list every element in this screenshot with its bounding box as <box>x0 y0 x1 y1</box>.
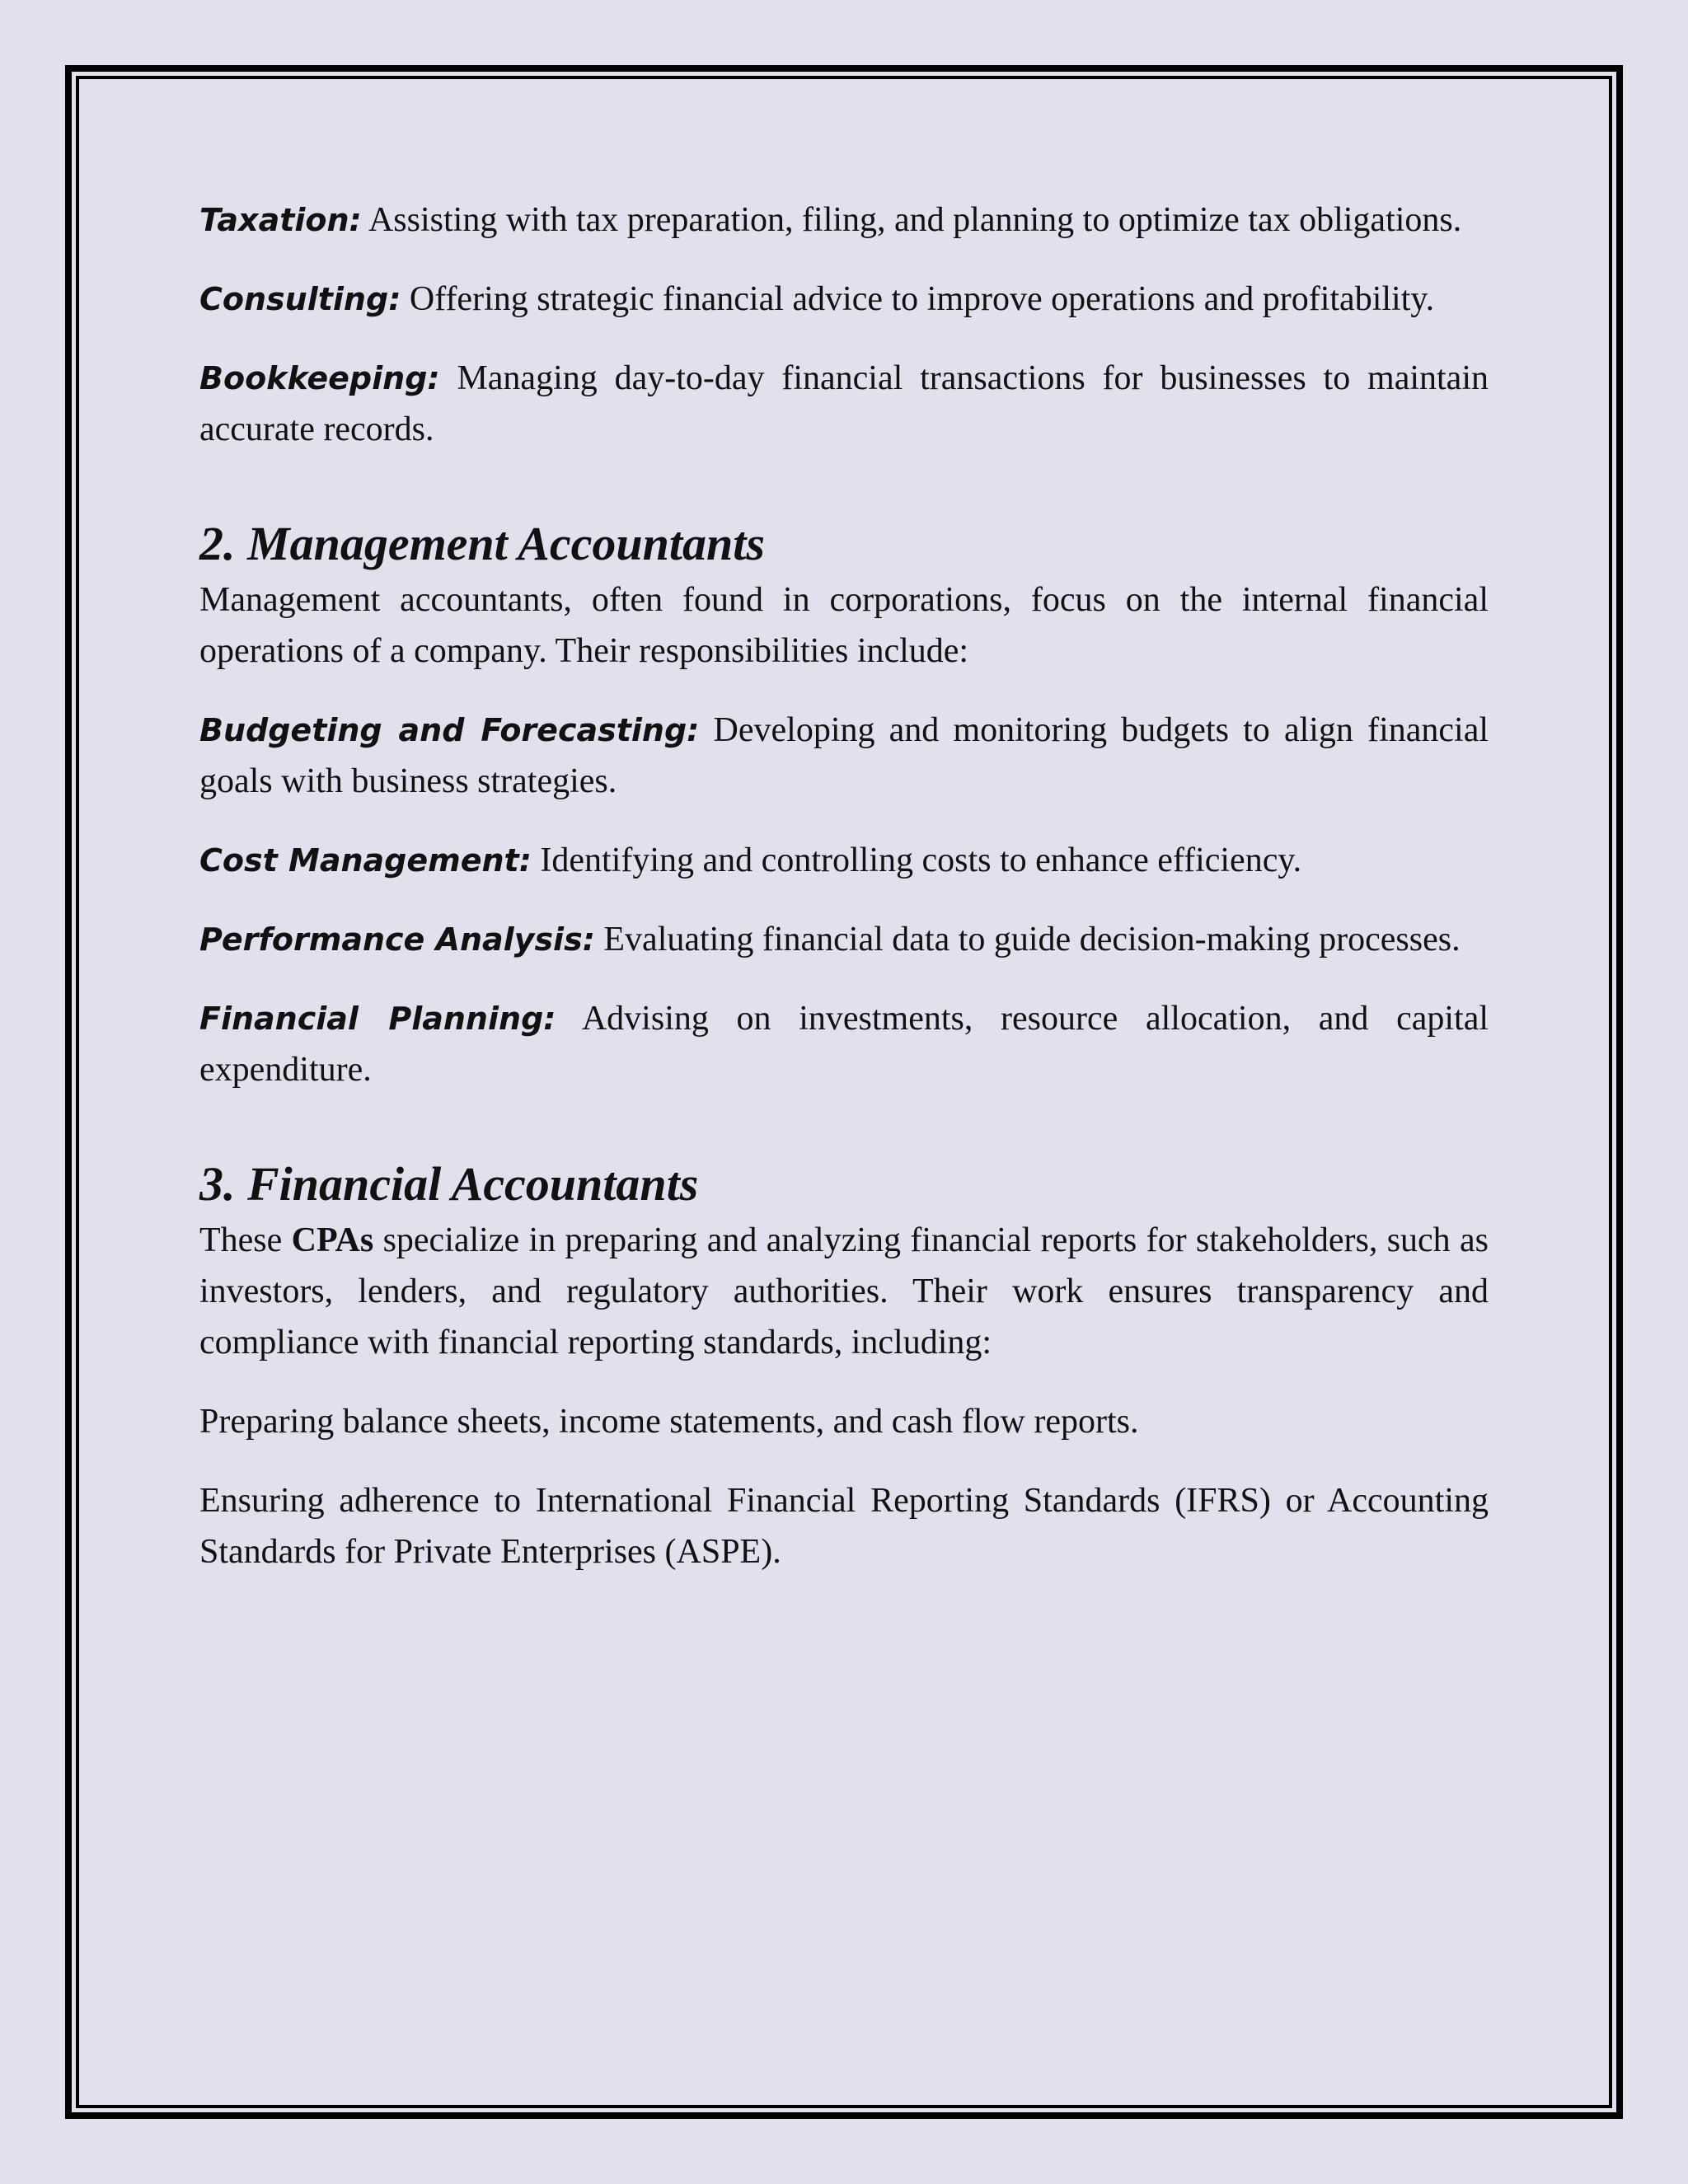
section-heading-financial: 3. Financial Accountants <box>199 1157 699 1211</box>
section-heading-management: 2. Management Accountants <box>199 517 765 570</box>
item-text: Evaluating financial data to guide decision-making processes. <box>603 921 1461 958</box>
item-text: Managing day-to-day financial transactions for businesses to maintain accurate records. <box>199 359 1489 448</box>
responsibility-financial-planning <box>199 993 1489 1095</box>
item-text: Identifying and controlling costs to enhance efficiency. <box>540 841 1302 879</box>
item-label: Budgeting and Forecasting: <box>199 712 700 748</box>
section-intro-management: Management accountants, often found in corporations, focus on the internal financial operations of a company. Their responsibilities include: <box>199 581 1489 670</box>
item-text: Developing and monitoring budgets to align financial goals with business strategies. <box>199 711 1489 800</box>
intro-text-after: specialize in preparing and analyzing financial reports for stakeholders, such as investors, lenders, and regulatory authorities. Their work ensures transparency and compliance with financial reporting standards, including: <box>199 1221 1489 1361</box>
item-label: Taxation: <box>199 202 362 238</box>
responsibility-budgeting <box>199 705 1489 807</box>
item-text: Assisting with tax preparation, filing, and planning to optimize tax obligations. <box>368 201 1462 239</box>
document-body <box>199 194 1489 1577</box>
service-item-taxation <box>199 194 1489 246</box>
financial-task-item: Preparing balance sheets, income statements, and cash flow reports. <box>199 1403 1139 1441</box>
item-label: Bookkeeping: <box>199 360 440 396</box>
item-label: Cost Management: <box>199 842 532 879</box>
item-label: Performance Analysis: <box>199 921 595 958</box>
item-label: Financial Planning: <box>199 1001 556 1037</box>
item-text: Offering strategic financial advice to improve operations and profitability. <box>409 280 1435 318</box>
responsibility-performance-analysis <box>199 914 1489 965</box>
service-item-bookkeeping <box>199 353 1489 455</box>
responsibility-cost-management <box>199 835 1489 886</box>
service-item-consulting <box>199 274 1489 325</box>
financial-task-item: Ensuring adherence to International Financial Reporting Standards (IFRS) or Accounting Standards for Private Enterprises (ASPE). <box>199 1482 1489 1571</box>
item-label: Consulting: <box>199 281 401 317</box>
item-text: Advising on investments, resource allocation, and capital expenditure. <box>199 1000 1489 1089</box>
section-intro-financial <box>199 1215 1489 1368</box>
intro-text-before: These <box>199 1221 283 1259</box>
cpas-emphasis: CPAs <box>291 1221 374 1259</box>
